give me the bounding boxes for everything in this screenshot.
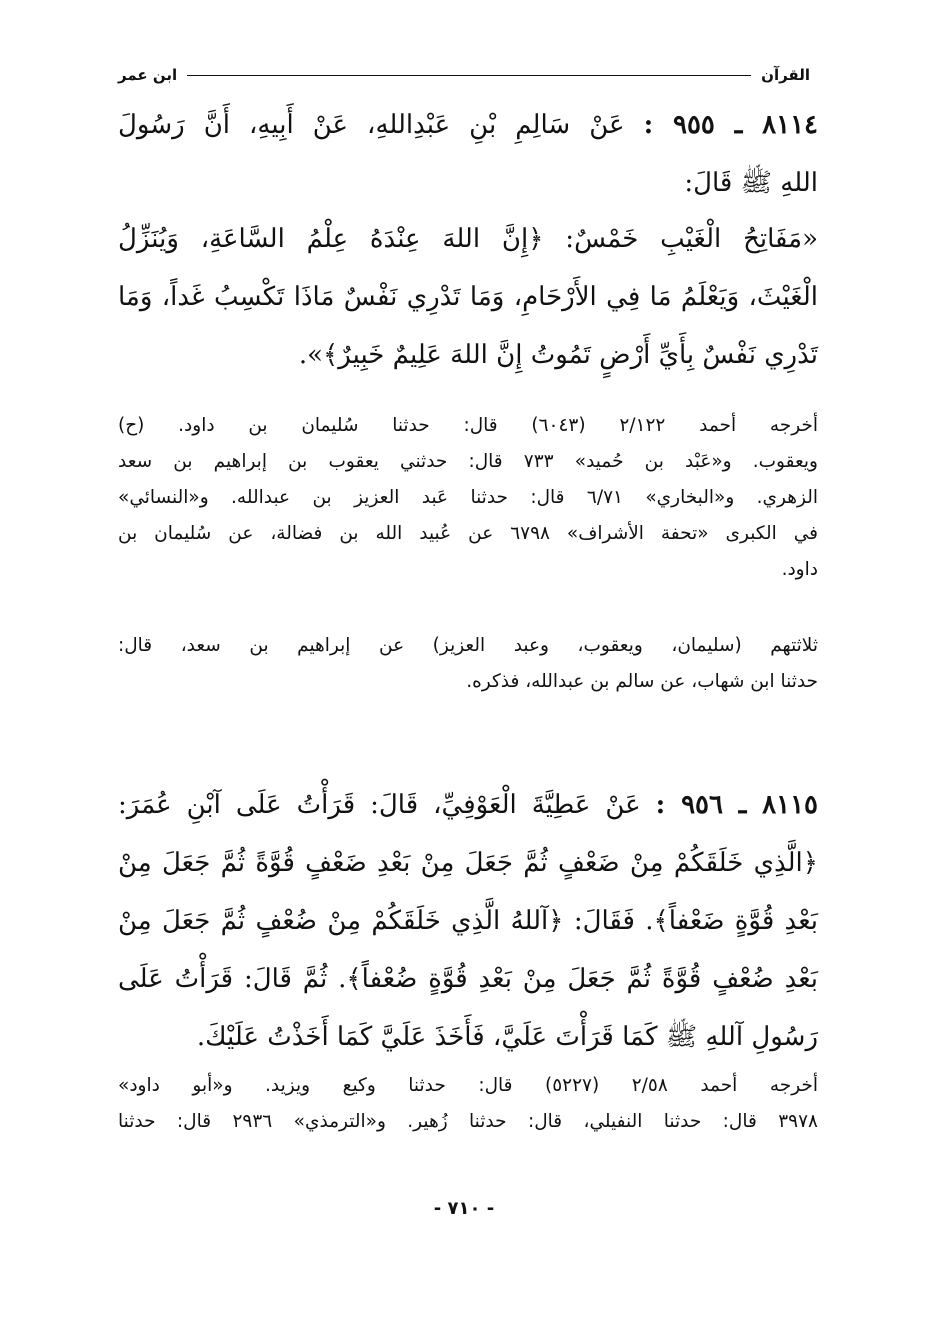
takhrij-line: في الكبرى «تحفة الأشراف» ٦٧٩٨ عن عُبيد الله بن فضالة، عن سُليمان بن <box>118 523 818 544</box>
takhrij-line: ثلاثتهم (سليمان، ويعقوب، وعبد العزيز) عن إبراهيم بن سعد، قال: <box>118 635 818 656</box>
takhrij-8114-chain <box>118 628 818 700</box>
takhrij-line: ٣٩٧٨ قال: حدثنا النفيلي، قال: حدثنا زُهير. و«الترمذي» ٢٩٣٦ قال: حدثنا <box>118 1111 818 1132</box>
header-right-title: القرآن <box>761 66 810 84</box>
hadith-line: ﴿الَّذِي خَلَقَكُمْ مِنْ ضَعْفٍ ثُمَّ جَعَلَ مِنْ بَعْدِ ضَعْفٍ قُوَّةً ثُمَّ جَعَلَ مِنْ <box>118 848 818 878</box>
page-number: - ٧١٠ - <box>433 1198 495 1219</box>
hadith-8114-matn <box>118 210 818 384</box>
hadith-line: بَعْدِ ضُعْفٍ قُوَّةً ثُمَّ جَعَلَ مِنْ بَعْدِ قُوَّةٍ ضُعْفاً﴾. ثُمَّ قَالَ: قَرَأْتُ عَلَى <box>118 964 818 994</box>
takhrij-line: ويعقوب. و«عَبْد بن حُميد» ٧٣٣ قال: حدثني يعقوب بن إبراهيم بن سعد <box>118 451 818 472</box>
takhrij-8114 <box>118 408 818 588</box>
takhrij-8115 <box>118 1068 818 1140</box>
hadith-line: ٨١١٤ ـ ٩٥٥ : عَنْ سَالِمِ بْنِ عَبْدِاللهِ، عَنْ أَبِيهِ، أَنَّ رَسُولَ <box>118 110 819 140</box>
takhrij-line: الزهري. و«البخاري» ٦/٧١ قال: حدثنا عَبد العزيز بن عبدالله. و«النسائي» <box>118 487 818 508</box>
hadith-line: «مَفَاتِحُ الْغَيْبِ خَمْسٌ: ﴿إِنَّ اللهَ عِنْدَهُ عِلْمُ السَّاعَةِ، وَيُنَزِّلُ <box>118 224 818 254</box>
header-rule <box>187 75 751 76</box>
hadith-line: رَسُولِ آللهِ ﷺ كَمَا قَرَأْتَ عَلَيَّ، فَأَخَذَ عَلَيَّ كَمَا أَخَذْتُ عَلَيْكَ. <box>196 1022 818 1052</box>
takhrij-line: داود. <box>781 559 818 580</box>
hadith-line: تَدْرِي نَفْسٌ بِأَيِّ أَرْضٍ تَمُوتُ إِنَّ اللهَ عَلِيمٌ خَبِيرٌ﴾». <box>298 340 818 370</box>
takhrij-line: حدثنا ابن شهاب، عن سالم بن عبدالله، فذكره. <box>466 671 818 692</box>
hadith-line: الْغَيْثَ، وَيَعْلَمُ مَا فِي الأَرْحَامِ، وَمَا تَدْرِي نَفْسٌ مَاذَا تَكْسِبُ غَداً، وَمَا <box>118 282 818 312</box>
running-header <box>118 62 810 88</box>
header-left-title: ابن عمر <box>118 66 178 84</box>
hadith-number: ٨١١٤ ـ ٩٥٥ : <box>643 110 819 140</box>
hadith-8115 <box>118 776 818 1066</box>
takhrij-line: أخرجه أحمد ٢/١٢٢ (٦٠٤٣) قال: حدثنا سُليمان بن داود. (ح) <box>118 415 818 436</box>
hadith-line: اللهِ ﷺ قَالَ: <box>684 168 818 198</box>
hadith-8114 <box>118 96 818 212</box>
hadith-line: بَعْدِ قُوَّةٍ ضَعْفاً﴾. فَقَالَ: ﴿آللهُ الَّذِي خَلَقَكُمْ مِنْ ضُعْفٍ ثُمَّ جَعَلَ مِنْ <box>118 906 818 936</box>
hadith-line: ٨١١٥ ـ ٩٥٦ : عَنْ عَطِيَّةَ الْعَوْفِيِّ، قَالَ: قَرَأْتُ عَلَى آبْنِ عُمَرَ: <box>118 790 819 820</box>
hadith-number: ٨١١٥ ـ ٩٥٦ : <box>655 790 819 820</box>
takhrij-line: أخرجه أحمد ٢/٥٨ (٥٢٢٧) قال: حدثنا وكيع ويزيد. و«أبو داود» <box>118 1075 818 1096</box>
